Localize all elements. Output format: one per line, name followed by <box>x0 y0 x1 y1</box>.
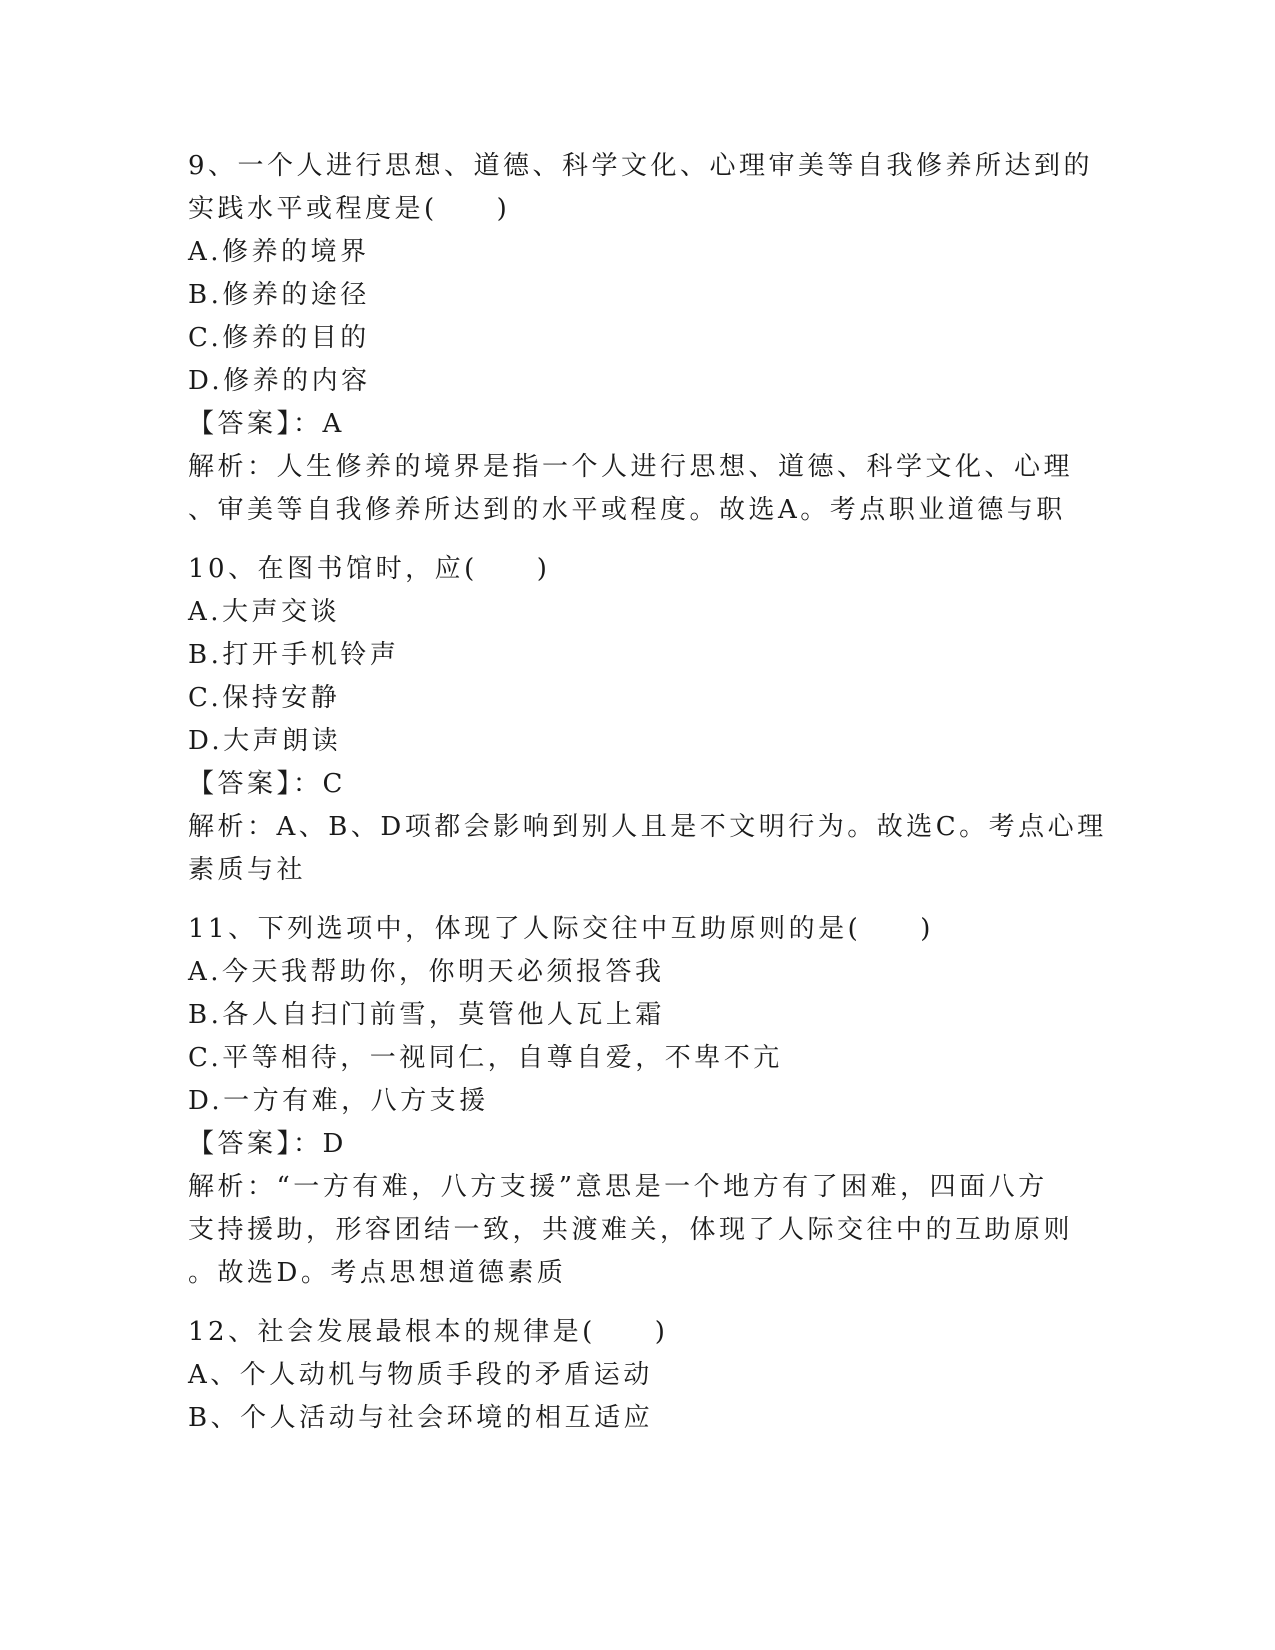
analysis-line: 解析：“一方有难，八方支援”意思是一个地方有了困难，四面八方 <box>188 1172 1048 1202</box>
question-9 <box>188 145 1094 532</box>
question-11 <box>188 908 1088 1295</box>
question-12 <box>188 1311 1088 1440</box>
option-a: A.修养的境界 <box>188 237 370 267</box>
option-d: D.修养的内容 <box>188 366 371 396</box>
option-c: C.保持安静 <box>188 683 341 713</box>
option-a: A.今天我帮助你，你明天必须报答我 <box>188 957 665 987</box>
question-stem-line: 11、下列选项中，体现了人际交往中互助原则的是( ) <box>188 914 934 944</box>
answer-line: 【答案】：D <box>188 1129 347 1159</box>
option-b: B、个人活动与社会环境的相互适应 <box>188 1403 654 1433</box>
question-stem-line: 10、在图书馆时，应( ) <box>188 554 551 584</box>
question-10 <box>188 548 1107 892</box>
answer-line: 【答案】：A <box>188 409 345 439</box>
question-list <box>188 145 1107 1456</box>
option-a: A、个人动机与物质手段的矛盾运动 <box>188 1360 653 1390</box>
option-c: C.平等相待，一视同仁，自尊自爱，不卑不亢 <box>188 1043 783 1073</box>
option-c: C.修养的目的 <box>188 323 370 353</box>
analysis-line: 解析：A、B、D项都会影响到别人且是不文明行为。故选C。考点心理 <box>188 812 1107 842</box>
option-d: D.大声朗读 <box>188 726 342 756</box>
analysis-line: 。故选D。考点思想道德素质 <box>188 1258 567 1288</box>
option-b: B.修养的途径 <box>188 280 370 310</box>
option-b: B.打开手机铃声 <box>188 640 400 670</box>
analysis-line: 素质与社 <box>188 855 307 885</box>
answer-line: 【答案】：C <box>188 769 346 799</box>
analysis-line: 、审美等自我修养所达到的水平或程度。故选A。考点职业道德与职 <box>188 495 1066 525</box>
question-stem-line: 实践水平或程度是( ) <box>188 194 511 224</box>
option-b: B.各人自扫门前雪，莫管他人瓦上霜 <box>188 1000 665 1030</box>
analysis-line: 解析：人生修养的境界是指一个人进行思想、道德、科学文化、心理 <box>188 452 1074 482</box>
question-stem-line: 12、社会发展最根本的规律是( ) <box>188 1317 669 1347</box>
option-a: A.大声交谈 <box>188 597 341 627</box>
option-d: D.一方有难，八方支援 <box>188 1086 489 1116</box>
question-stem-line: 9、一个人进行思想、道德、科学文化、心理审美等自我修养所达到的 <box>188 151 1094 181</box>
analysis-line: 支持援助，形容团结一致，共渡难关，体现了人际交往中的互助原则 <box>188 1215 1074 1245</box>
